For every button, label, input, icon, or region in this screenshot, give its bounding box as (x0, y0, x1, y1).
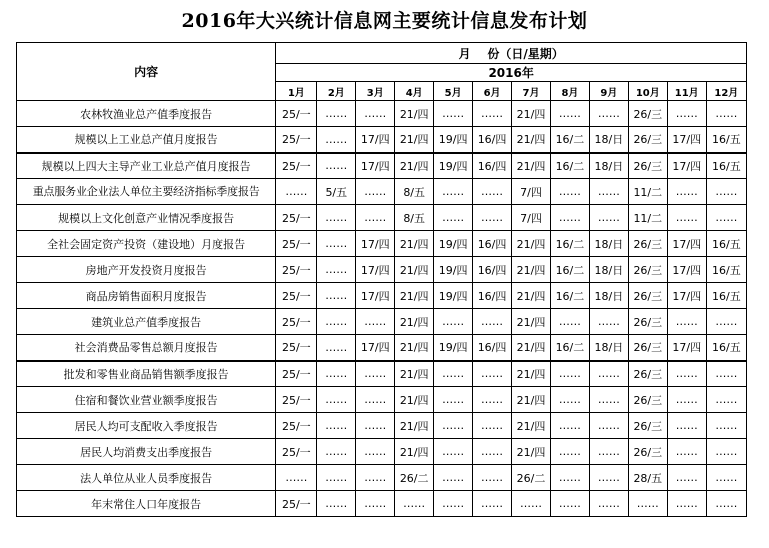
release-date-cell: …… (317, 413, 356, 439)
release-date-cell: …… (473, 179, 512, 205)
month-header-cell: 7月 (512, 82, 551, 101)
release-date-cell: …… (434, 179, 473, 205)
release-date-cell: …… (473, 361, 512, 387)
release-date-cell: …… (589, 439, 628, 465)
month-header-cell: 4月 (395, 82, 434, 101)
release-date-cell: …… (317, 153, 356, 179)
release-date-cell: …… (434, 413, 473, 439)
year-header: 2016年 (276, 64, 747, 82)
release-date-cell: …… (473, 309, 512, 335)
release-date-cell: 17/四 (356, 153, 395, 179)
table-row (17, 257, 747, 283)
release-date-cell: …… (356, 439, 395, 465)
release-date-cell: 8/五 (395, 205, 434, 231)
release-date-cell: …… (434, 101, 473, 127)
release-date-cell: …… (473, 205, 512, 231)
release-date-cell: 26/三 (628, 413, 667, 439)
table-row (17, 153, 747, 179)
release-date-cell: 26/三 (628, 231, 667, 257)
release-date-cell: 16/四 (473, 153, 512, 179)
release-date-cell: 25/一 (276, 101, 317, 127)
release-date-cell: 16/五 (706, 283, 746, 309)
release-date-cell: …… (317, 257, 356, 283)
release-date-cell: 21/四 (395, 387, 434, 413)
release-date-cell: 25/一 (276, 153, 317, 179)
release-date-cell: …… (589, 309, 628, 335)
month-header-cell: 10月 (628, 82, 667, 101)
release-date-cell: 11/二 (628, 205, 667, 231)
release-schedule-table (16, 42, 747, 517)
release-date-cell: …… (317, 387, 356, 413)
release-date-cell: 21/四 (395, 439, 434, 465)
release-date-cell: …… (589, 413, 628, 439)
release-date-cell: …… (550, 413, 589, 439)
release-date-cell: 21/四 (395, 153, 434, 179)
release-date-cell: …… (589, 387, 628, 413)
report-name-cell: 重点服务业企业法人单位主要经济指标季度报告 (17, 179, 276, 205)
release-date-cell: 16/二 (550, 257, 589, 283)
release-date-cell: 8/五 (395, 179, 434, 205)
release-date-cell: …… (550, 205, 589, 231)
release-date-cell: …… (434, 205, 473, 231)
release-date-cell: …… (356, 205, 395, 231)
release-date-cell: 21/四 (395, 335, 434, 361)
release-date-cell: 16/四 (473, 257, 512, 283)
release-date-cell: 21/四 (512, 439, 551, 465)
release-date-cell: 17/四 (667, 153, 706, 179)
release-date-cell: 26/三 (628, 257, 667, 283)
release-date-cell: 16/二 (550, 231, 589, 257)
release-date-cell: …… (473, 465, 512, 491)
release-date-cell: 17/四 (356, 257, 395, 283)
release-date-cell: 11/二 (628, 179, 667, 205)
release-date-cell: 21/四 (512, 387, 551, 413)
release-date-cell: 21/四 (395, 283, 434, 309)
release-date-cell: …… (667, 101, 706, 127)
release-date-cell: …… (434, 387, 473, 413)
release-date-cell: 21/四 (395, 257, 434, 283)
month-header-cell: 3月 (356, 82, 395, 101)
release-date-cell: …… (550, 491, 589, 517)
release-date-cell: …… (589, 179, 628, 205)
release-date-cell: 18/日 (589, 335, 628, 361)
release-date-cell: 26/三 (628, 283, 667, 309)
release-date-cell: 16/四 (473, 127, 512, 153)
table-row (17, 491, 747, 517)
release-date-cell: 18/日 (589, 283, 628, 309)
report-name-cell: 建筑业总产值季度报告 (17, 309, 276, 335)
report-name-cell: 全社会固定资产投资（建设地）月度报告 (17, 231, 276, 257)
table-row (17, 231, 747, 257)
release-date-cell: …… (473, 491, 512, 517)
release-date-cell: 25/一 (276, 257, 317, 283)
release-date-cell: 26/二 (395, 465, 434, 491)
release-date-cell: …… (317, 127, 356, 153)
release-date-cell: 21/四 (395, 309, 434, 335)
release-date-cell: …… (317, 465, 356, 491)
release-date-cell: …… (550, 179, 589, 205)
release-date-cell: …… (589, 101, 628, 127)
release-date-cell: 16/五 (706, 153, 746, 179)
month-header: 月 份（日/星期） (276, 43, 747, 64)
release-date-cell: 21/四 (512, 309, 551, 335)
release-date-cell: …… (667, 413, 706, 439)
table-row (17, 335, 747, 361)
release-date-cell: …… (356, 309, 395, 335)
release-date-cell: 28/五 (628, 465, 667, 491)
release-date-cell: 16/五 (706, 127, 746, 153)
release-date-cell: 19/四 (434, 257, 473, 283)
release-date-cell: …… (473, 101, 512, 127)
release-date-cell: 26/三 (628, 335, 667, 361)
release-date-cell: 16/五 (706, 257, 746, 283)
release-date-cell: 16/二 (550, 283, 589, 309)
report-name-cell: 规模以上文化创意产业情况季度报告 (17, 205, 276, 231)
release-date-cell: 21/四 (512, 361, 551, 387)
table-row (17, 361, 747, 387)
release-date-cell: …… (589, 465, 628, 491)
table-row (17, 309, 747, 335)
report-name-cell: 居民人均可支配收入季度报告 (17, 413, 276, 439)
release-date-cell: 21/四 (512, 101, 551, 127)
table-row (17, 283, 747, 309)
report-name-cell: 房地产开发投资月度报告 (17, 257, 276, 283)
table-body (17, 101, 747, 517)
release-date-cell: 7/四 (512, 205, 551, 231)
release-date-cell: 26/三 (628, 387, 667, 413)
release-date-cell: 21/四 (395, 361, 434, 387)
release-date-cell: …… (356, 491, 395, 517)
release-date-cell: …… (276, 179, 317, 205)
release-date-cell: …… (356, 101, 395, 127)
release-date-cell: 21/四 (512, 283, 551, 309)
release-date-cell: …… (706, 439, 746, 465)
report-name-cell: 社会消费品零售总额月度报告 (17, 335, 276, 361)
report-name-cell: 批发和零售业商品销售额季度报告 (17, 361, 276, 387)
release-date-cell: …… (550, 361, 589, 387)
release-date-cell: 26/二 (512, 465, 551, 491)
release-date-cell: …… (706, 413, 746, 439)
release-date-cell: 25/一 (276, 335, 317, 361)
release-date-cell: 17/四 (667, 127, 706, 153)
release-date-cell: …… (473, 439, 512, 465)
table-row (17, 465, 747, 491)
table-row (17, 127, 747, 153)
release-date-cell: …… (667, 309, 706, 335)
release-date-cell: 21/四 (512, 127, 551, 153)
release-date-cell: 25/一 (276, 283, 317, 309)
release-date-cell: 25/一 (276, 127, 317, 153)
report-name-cell: 商品房销售面积月度报告 (17, 283, 276, 309)
report-name-cell: 规模以上工业总产值月度报告 (17, 127, 276, 153)
release-date-cell: 25/一 (276, 439, 317, 465)
release-date-cell: …… (434, 439, 473, 465)
release-date-cell: …… (550, 465, 589, 491)
release-date-cell: 21/四 (395, 127, 434, 153)
release-date-cell: 21/四 (395, 101, 434, 127)
release-date-cell: …… (706, 465, 746, 491)
release-date-cell: 17/四 (356, 283, 395, 309)
release-date-cell: …… (667, 205, 706, 231)
content-column-header: 内容 (17, 43, 276, 101)
release-date-cell: 25/一 (276, 231, 317, 257)
release-date-cell: 26/三 (628, 309, 667, 335)
release-date-cell: 16/二 (550, 127, 589, 153)
release-date-cell: 16/四 (473, 231, 512, 257)
release-date-cell: …… (317, 491, 356, 517)
release-date-cell: 7/四 (512, 179, 551, 205)
release-date-cell: 5/五 (317, 179, 356, 205)
release-date-cell: …… (434, 361, 473, 387)
release-date-cell: 26/三 (628, 439, 667, 465)
release-date-cell: …… (550, 101, 589, 127)
month-header-cell: 11月 (667, 82, 706, 101)
release-date-cell: 26/三 (628, 101, 667, 127)
release-date-cell: 25/一 (276, 387, 317, 413)
table-row (17, 101, 747, 127)
release-date-cell: 21/四 (395, 231, 434, 257)
table-row (17, 179, 747, 205)
release-date-cell: …… (434, 491, 473, 517)
release-date-cell: 16/二 (550, 153, 589, 179)
release-date-cell: 19/四 (434, 283, 473, 309)
release-date-cell: 17/四 (667, 231, 706, 257)
release-date-cell: …… (667, 387, 706, 413)
release-date-cell: 17/四 (667, 335, 706, 361)
release-date-cell: 16/四 (473, 283, 512, 309)
month-header-cell: 6月 (473, 82, 512, 101)
release-date-cell: …… (706, 361, 746, 387)
release-date-cell: 16/四 (473, 335, 512, 361)
release-date-cell: …… (550, 439, 589, 465)
release-date-cell: …… (317, 283, 356, 309)
release-date-cell: …… (589, 205, 628, 231)
release-date-cell: …… (317, 101, 356, 127)
report-name-cell: 农林牧渔业总产值季度报告 (17, 101, 276, 127)
release-date-cell: 21/四 (512, 413, 551, 439)
release-date-cell: 17/四 (667, 283, 706, 309)
release-date-cell: …… (317, 361, 356, 387)
release-date-cell: 21/四 (395, 413, 434, 439)
page-title: 2016年大兴统计信息网主要统计信息发布计划 (181, 10, 588, 32)
release-date-cell: …… (706, 309, 746, 335)
release-date-cell: 26/三 (628, 361, 667, 387)
month-header-cell: 1月 (276, 82, 317, 101)
month-header-cell: 12月 (706, 82, 746, 101)
release-date-cell: …… (550, 387, 589, 413)
month-header-cell: 2月 (317, 82, 356, 101)
release-date-cell: …… (317, 231, 356, 257)
release-date-cell: …… (434, 465, 473, 491)
release-date-cell: …… (395, 491, 434, 517)
release-date-cell: …… (589, 361, 628, 387)
release-date-cell: …… (706, 387, 746, 413)
release-date-cell: 17/四 (356, 231, 395, 257)
table-row (17, 413, 747, 439)
month-header-cell: 5月 (434, 82, 473, 101)
release-date-cell: …… (356, 387, 395, 413)
release-date-cell: …… (434, 309, 473, 335)
release-date-cell: 26/三 (628, 153, 667, 179)
release-date-cell: …… (706, 101, 746, 127)
release-date-cell: …… (706, 179, 746, 205)
release-date-cell: …… (706, 205, 746, 231)
release-date-cell: …… (356, 179, 395, 205)
report-name-cell: 居民人均消费支出季度报告 (17, 439, 276, 465)
release-date-cell: 21/四 (512, 335, 551, 361)
table-row (17, 439, 747, 465)
release-date-cell: …… (667, 439, 706, 465)
release-date-cell: 25/一 (276, 205, 317, 231)
release-date-cell: 21/四 (512, 257, 551, 283)
report-name-cell: 年末常住人口年度报告 (17, 491, 276, 517)
release-date-cell: 19/四 (434, 231, 473, 257)
release-date-cell: …… (473, 413, 512, 439)
release-date-cell: …… (317, 439, 356, 465)
release-date-cell: 19/四 (434, 127, 473, 153)
release-date-cell: 16/五 (706, 335, 746, 361)
table-row (17, 387, 747, 413)
release-date-cell: …… (589, 491, 628, 517)
release-date-cell: …… (356, 413, 395, 439)
release-date-cell: 25/一 (276, 309, 317, 335)
release-date-cell: 21/四 (512, 231, 551, 257)
release-date-cell: 16/五 (706, 231, 746, 257)
release-date-cell: …… (667, 179, 706, 205)
release-date-cell: 25/一 (276, 491, 317, 517)
release-date-cell: 18/日 (589, 127, 628, 153)
release-date-cell: …… (317, 205, 356, 231)
release-date-cell: 17/四 (356, 335, 395, 361)
release-date-cell: 21/四 (512, 153, 551, 179)
report-name-cell: 住宿和餐饮业营业额季度报告 (17, 387, 276, 413)
release-date-cell: …… (356, 465, 395, 491)
report-name-cell: 法人单位从业人员季度报告 (17, 465, 276, 491)
release-date-cell: 18/日 (589, 153, 628, 179)
release-date-cell: 19/四 (434, 335, 473, 361)
release-date-cell: 25/一 (276, 413, 317, 439)
release-date-cell: …… (276, 465, 317, 491)
release-date-cell: …… (667, 491, 706, 517)
release-date-cell: …… (512, 491, 551, 517)
release-date-cell: 25/一 (276, 361, 317, 387)
month-header-cell: 9月 (589, 82, 628, 101)
release-date-cell: 18/日 (589, 257, 628, 283)
release-date-cell: …… (667, 361, 706, 387)
release-date-cell: 16/二 (550, 335, 589, 361)
release-date-cell: 17/四 (667, 257, 706, 283)
release-date-cell: 26/三 (628, 127, 667, 153)
release-date-cell: 19/四 (434, 153, 473, 179)
report-name-cell: 规模以上四大主导产业工业总产值月度报告 (17, 153, 276, 179)
release-date-cell: …… (667, 465, 706, 491)
release-date-cell: 17/四 (356, 127, 395, 153)
release-date-cell: …… (628, 491, 667, 517)
release-date-cell: …… (317, 309, 356, 335)
release-date-cell: …… (473, 387, 512, 413)
release-date-cell: …… (550, 309, 589, 335)
release-date-cell: …… (317, 335, 356, 361)
table-row (17, 205, 747, 231)
release-date-cell: …… (356, 361, 395, 387)
month-header-cell: 8月 (550, 82, 589, 101)
release-date-cell: 18/日 (589, 231, 628, 257)
release-date-cell: …… (706, 491, 746, 517)
